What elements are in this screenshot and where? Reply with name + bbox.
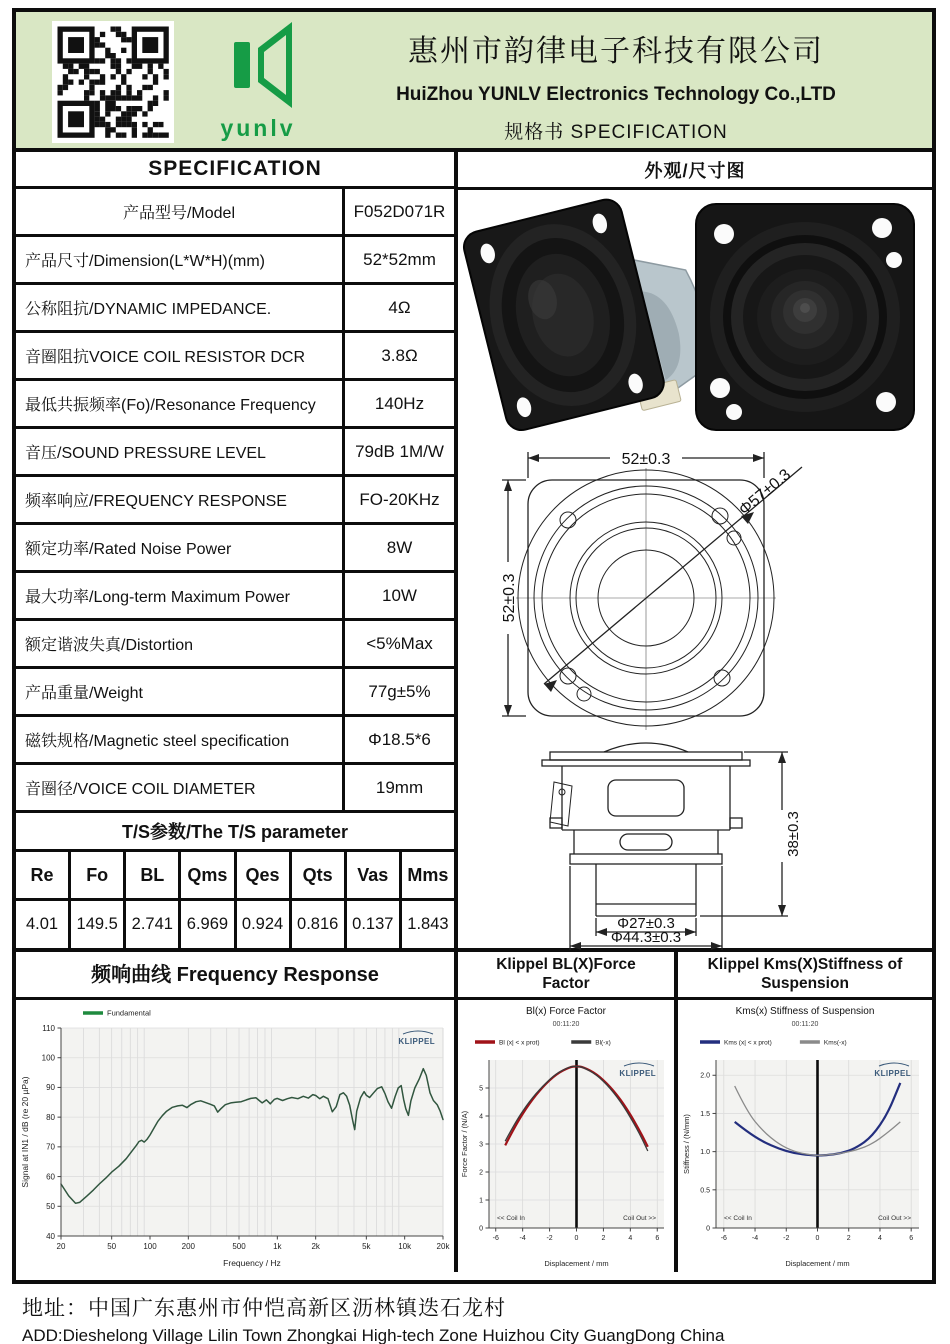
appearance-panel <box>458 152 932 948</box>
svg-text:5k: 5k <box>362 1242 371 1251</box>
spec-row-value: 3.8Ω <box>342 333 454 378</box>
footer-address <box>22 1292 932 1344</box>
ts-table-values <box>16 901 454 948</box>
dim-diag-label: Φ57±0.3 <box>736 466 795 519</box>
ts-value-cell: 0.137 <box>347 901 402 948</box>
dim-width-label: 52±0.3 <box>621 451 671 468</box>
svg-text:70: 70 <box>46 1142 55 1152</box>
company-name-en: HuiZhou YUNLV Electronics Technology Co.,LTD <box>396 84 836 105</box>
spec-row <box>16 717 454 765</box>
ts-table-title: T/S参数/The T/S parameter <box>16 813 454 852</box>
svg-text:4: 4 <box>479 1113 483 1121</box>
ts-header-cell: BL <box>126 852 181 898</box>
bl-force-factor-svg <box>459 1002 673 1270</box>
spec-row-label: 频率响应/FREQUENCY RESPONSE <box>25 493 287 511</box>
svg-text:Kms(x) Stiffness of Suspension: Kms(x) Stiffness of Suspension <box>735 1006 875 1017</box>
svg-text:3: 3 <box>479 1141 483 1149</box>
svg-text:60: 60 <box>46 1172 55 1182</box>
svg-text:-2: -2 <box>783 1235 790 1242</box>
drawing-area <box>458 190 932 948</box>
svg-text:2: 2 <box>479 1169 483 1177</box>
document-frame <box>12 8 936 1284</box>
svg-text:<< Coil In: << Coil In <box>497 1215 525 1222</box>
svg-text:2k: 2k <box>311 1242 320 1251</box>
frequency-response-chart <box>16 1000 454 1272</box>
spec-row-value: F052D071R <box>342 189 454 234</box>
spec-row-label: 音压/SOUND PRESSURE LEVEL <box>25 445 266 463</box>
svg-text:200: 200 <box>181 1242 196 1251</box>
logo-wordmark: yunlv <box>220 115 296 141</box>
spec-row-label: 最低共振频率(Fo)/Resonance Frequency <box>25 397 316 415</box>
main-region <box>16 152 932 952</box>
spec-table-body <box>16 189 454 813</box>
spec-row <box>16 285 454 333</box>
svg-text:4: 4 <box>878 1235 882 1242</box>
charts-region <box>16 952 932 1272</box>
svg-text:Coil Out >>: Coil Out >> <box>878 1215 911 1222</box>
svg-text:Bl (x| < x prot): Bl (x| < x prot) <box>499 1039 540 1047</box>
address-en: ADD:Dieshelong Village Lilin Town Zhongkai High-tech Zone Huizhou City GuangDong China <box>22 1326 725 1344</box>
ts-header-cell: Re <box>16 852 71 898</box>
svg-text:50: 50 <box>46 1202 55 1212</box>
bl-force-factor-chart <box>458 1000 674 1272</box>
ts-value-cell: 6.969 <box>181 901 236 948</box>
spec-row <box>16 429 454 477</box>
svg-text:-4: -4 <box>751 1235 759 1242</box>
spec-row <box>16 333 454 381</box>
svg-text:20: 20 <box>56 1242 66 1251</box>
svg-text:00:11:20: 00:11:20 <box>552 1021 580 1028</box>
svg-text:100: 100 <box>143 1242 157 1251</box>
svg-text:0: 0 <box>574 1235 579 1242</box>
svg-text:1.0: 1.0 <box>700 1149 710 1157</box>
spec-row-value: FO-20KHz <box>342 477 454 522</box>
header-titles <box>316 12 916 152</box>
spec-row-label: 音圈阻抗VOICE COIL RESISTOR DCR <box>25 349 306 367</box>
spec-row-value: 79dB 1M/W <box>342 429 454 474</box>
kms-stiffness-chart <box>678 1000 932 1272</box>
ts-value-cell: 1.843 <box>407 915 449 934</box>
spec-row-label: 产品尺寸/Dimension(L*W*H)(mm) <box>25 253 266 271</box>
svg-text:Frequency / Hz: Frequency / Hz <box>223 1258 281 1268</box>
svg-text:Kms (x| < x prot): Kms (x| < x prot) <box>724 1039 772 1047</box>
svg-text:500: 500 <box>232 1242 246 1251</box>
svg-text:80: 80 <box>46 1112 55 1122</box>
kms-stiffness-svg <box>680 1002 930 1270</box>
svg-text:20k: 20k <box>436 1242 450 1251</box>
qr-code-icon <box>52 21 174 143</box>
speaker-photo-front <box>696 204 914 430</box>
ts-header-cell: Mms <box>407 864 449 885</box>
spec-row <box>16 669 454 717</box>
spec-row <box>16 621 454 669</box>
spec-row <box>16 381 454 429</box>
svg-text:0: 0 <box>479 1225 483 1233</box>
frequency-response-svg <box>17 1002 453 1270</box>
svg-text:110: 110 <box>42 1023 55 1033</box>
svg-text:0: 0 <box>815 1235 820 1242</box>
svg-text:-6: -6 <box>720 1235 727 1242</box>
svg-text:1.5: 1.5 <box>700 1110 710 1118</box>
spec-row <box>16 525 454 573</box>
ts-value-cell: 0.924 <box>237 901 292 948</box>
dim-height-label: 52±0.3 <box>501 573 518 623</box>
appearance-panel-title: 外观/尺寸图 <box>458 152 932 190</box>
svg-text:4: 4 <box>628 1235 633 1242</box>
svg-text:Kms(-x): Kms(-x) <box>823 1039 847 1047</box>
svg-text:Displacement / mm: Displacement / mm <box>785 1259 850 1268</box>
svg-text:10k: 10k <box>398 1242 412 1251</box>
kms-stiffness-panel <box>678 952 932 1272</box>
ts-header-cell: Qes <box>237 852 292 898</box>
svg-text:Force Factor / (N/A): Force Factor / (N/A) <box>460 1110 469 1178</box>
spec-table <box>16 152 458 948</box>
spec-row-value: 10W <box>342 573 454 618</box>
spec-row-value: Φ18.5*6 <box>342 717 454 762</box>
company-logo <box>202 16 314 150</box>
svg-text:6: 6 <box>909 1235 914 1242</box>
svg-text:6: 6 <box>655 1235 660 1242</box>
svg-text:KLIPPEL: KLIPPEL <box>619 1069 656 1078</box>
svg-text:Signal at IN1 / dB (re 20 µPa): Signal at IN1 / dB (re 20 µPa) <box>20 1076 30 1188</box>
spec-row <box>16 477 454 525</box>
svg-text:Bl(-x): Bl(-x) <box>595 1039 611 1047</box>
svg-text:90: 90 <box>46 1083 55 1093</box>
frequency-response-panel <box>16 952 458 1272</box>
svg-text:-2: -2 <box>546 1235 553 1242</box>
kms-stiffness-title: Klippel Kms(X)Stiffness of Suspension <box>678 952 932 1000</box>
svg-text:5: 5 <box>479 1085 483 1093</box>
ts-header-cell: Vas <box>347 852 402 898</box>
svg-text:Bl(x) Force Factor: Bl(x) Force Factor <box>525 1006 607 1017</box>
svg-text:0: 0 <box>706 1225 710 1233</box>
spec-row <box>16 573 454 621</box>
qr-code <box>52 21 174 143</box>
spec-row <box>16 237 454 285</box>
svg-text:2: 2 <box>846 1235 851 1242</box>
spec-row-label: 产品型号/Model <box>122 205 236 223</box>
product-drawing-svg <box>458 190 928 952</box>
company-name-cn: 惠州市韵律电子科技有限公司 <box>408 35 824 68</box>
svg-text:KLIPPEL: KLIPPEL <box>398 1037 435 1046</box>
dim-depth-label: 38±0.3 <box>785 811 802 857</box>
svg-text:2.0: 2.0 <box>700 1072 710 1080</box>
dim-magnet-label: Φ27±0.3 <box>617 915 675 932</box>
spec-row <box>16 189 454 237</box>
spec-row-value: <5%Max <box>342 621 454 666</box>
svg-text:Coil Out >>: Coil Out >> <box>623 1215 656 1222</box>
svg-text:<< Coil In: << Coil In <box>724 1215 752 1222</box>
bl-force-factor-title: Klippel BL(X)Force Factor <box>458 952 674 1000</box>
spec-table-title: SPECIFICATION <box>16 152 454 189</box>
svg-text:2: 2 <box>601 1235 606 1242</box>
frequency-response-title: 频响曲线 Frequency Response <box>16 952 454 1000</box>
svg-text:40: 40 <box>46 1231 55 1241</box>
svg-text:KLIPPEL: KLIPPEL <box>874 1069 911 1078</box>
svg-text:1: 1 <box>479 1197 483 1205</box>
svg-text:1k: 1k <box>273 1242 282 1251</box>
spec-row-label: 公称阻抗/DYNAMIC IMPEDANCE. <box>25 301 272 319</box>
ts-value-cell: 2.741 <box>126 901 181 948</box>
ts-header-cell: Qts <box>292 852 347 898</box>
spec-row-value: 77g±5% <box>342 669 454 714</box>
dim-basket-label: Φ44.3±0.3 <box>610 929 682 946</box>
speaker-photo-angled <box>461 190 722 443</box>
spec-row-value: 52*52mm <box>342 237 454 282</box>
spec-row-label: 磁铁规格/Magnetic steel specification <box>25 733 290 751</box>
spec-row-value: 8W <box>342 525 454 570</box>
document-header <box>16 12 932 152</box>
ts-header-cell: Qms <box>181 852 236 898</box>
spec-row-value: 140Hz <box>342 381 454 426</box>
svg-text:Displacement / mm: Displacement / mm <box>544 1259 609 1268</box>
address-cn: 地址：中国广东惠州市仲恺高新区沥林镇迭石龙村 <box>22 1297 506 1320</box>
ts-header-cell: Fo <box>71 852 126 898</box>
speaker-logo-icon <box>216 16 300 112</box>
spec-row <box>16 765 454 813</box>
svg-text:Fundamental: Fundamental <box>107 1008 151 1018</box>
ts-value-cell: 4.01 <box>16 901 71 948</box>
bl-force-factor-panel <box>458 952 678 1272</box>
svg-text:00:11:20: 00:11:20 <box>791 1021 819 1028</box>
spec-row-label: 额定谐波失真/Distortion <box>25 637 194 655</box>
ts-value-cell: 0.816 <box>292 901 347 948</box>
svg-text:50: 50 <box>107 1242 117 1251</box>
ts-value-cell: 149.5 <box>71 901 126 948</box>
spec-row-value: 4Ω <box>342 285 454 330</box>
spec-row-label: 产品重量/Weight <box>25 685 143 703</box>
svg-text:-6: -6 <box>492 1235 499 1242</box>
svg-text:100: 100 <box>41 1053 55 1063</box>
spec-row-label: 额定功率/Rated Noise Power <box>25 541 232 559</box>
svg-text:-4: -4 <box>519 1235 526 1242</box>
ts-table-header <box>16 852 454 901</box>
doc-title: 规格书 SPECIFICATION <box>504 122 728 143</box>
svg-text:0.5: 0.5 <box>700 1187 710 1195</box>
spec-row-value: 19mm <box>342 765 454 810</box>
spec-row-label: 音圈径/VOICE COIL DIAMETER <box>25 781 256 799</box>
spec-row-label: 最大功率/Long-term Maximum Power <box>25 589 290 607</box>
svg-text:Stiffness / (N/mm): Stiffness / (N/mm) <box>682 1114 691 1174</box>
